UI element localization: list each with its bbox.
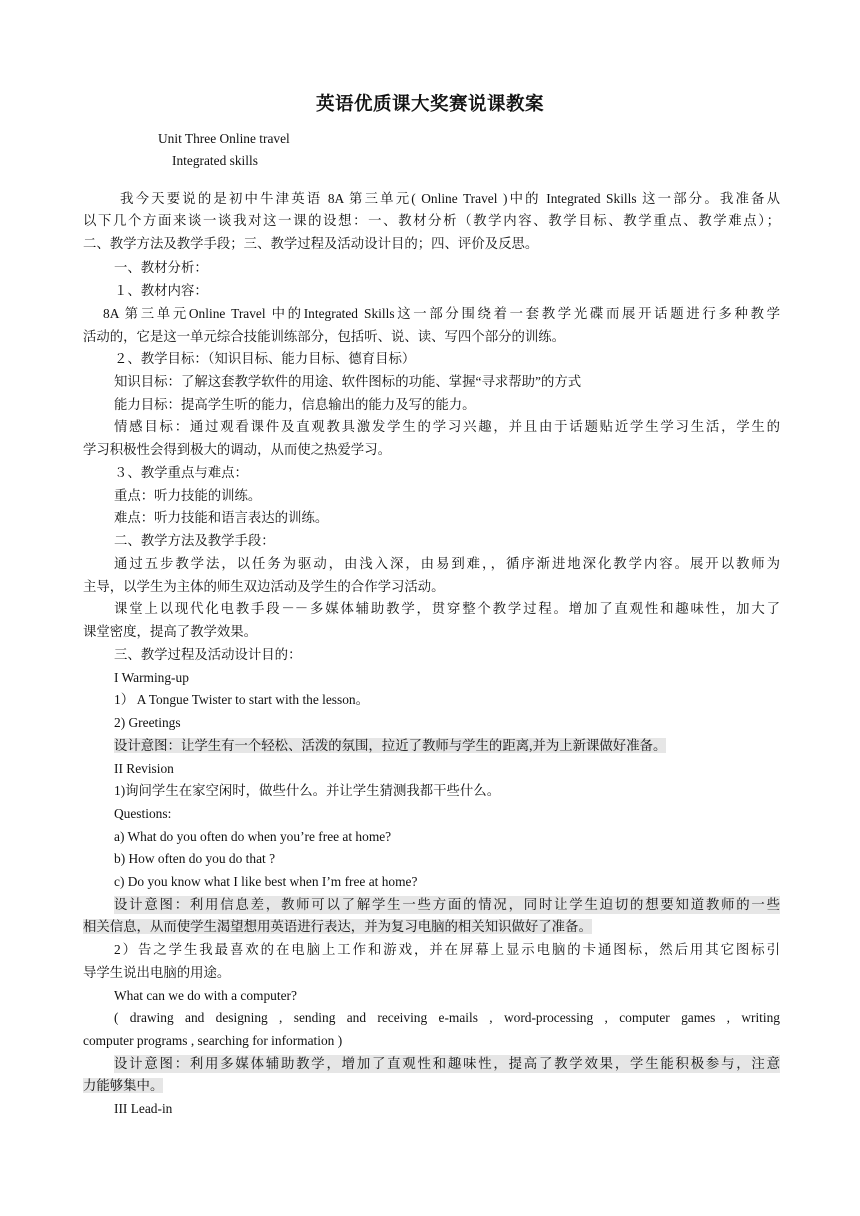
design-intent-line (83, 918, 592, 936)
design-intent-line: 设计意图：利用信息差，教师可以了解学生一些方面的情况，同时让学生迫切的想要知道教师的一些 (114, 897, 780, 912)
media-paragraph-line: 课堂密度，提高了教学效果。 (83, 624, 258, 639)
section-heading-1: 一、教材分析： (114, 260, 208, 275)
goal-emotion-line: 情感目标：通过观看课件及直观教具激发学生的学习兴趣，并且由于话题贴近学生学习生活，学生的 (114, 419, 780, 434)
highlighted-text: 设计意图：让学生有一个轻松、活泼的氛围，拉近了教师与学生的距离,并为上新课做好准备。 (114, 738, 667, 753)
question-item: c) Do you know what I like best when I’m free at home? (114, 874, 418, 889)
intro-paragraph-line: 以下几个方面来谈一谈我对这一课的设想：一、教材分析（教学内容、教学目标、教学重点、教学难点）； (83, 213, 780, 228)
highlighted-text: 相关信息，从而使学生渴望想用英语进行表达，并为复习电脑的相关知识做好了准备。 (83, 919, 592, 934)
step-heading: I Warming-up (114, 670, 189, 685)
step-item-line: 导学生说出电脑的用途。 (83, 965, 231, 980)
method-paragraph-line: 通过五步教学法，以任务为驱动，由浅入深，由易到难，，循序渐进地深化教学内容。展开以教师为 (114, 556, 780, 571)
unit-heading: Unit Three Online travel (158, 131, 290, 146)
step-item: 1)询问学生在家空闲时，做些什么。并让学生猜测我都干些什么。 (114, 783, 501, 798)
section-heading-3: 三、教学过程及活动设计目的： (114, 647, 302, 662)
highlighted-text: 力能够集中。 (83, 1078, 164, 1093)
computer-question: What can we do with a computer? (114, 988, 297, 1003)
teaching-difficulty: 难点：听力技能和语言表达的训练。 (114, 510, 329, 525)
goal-knowledge: 知识目标：了解这套教学软件的用途、软件图标的功能、掌握“寻求帮助”的方式 (114, 374, 582, 389)
design-intent-line: 设计意图：利用多媒体辅助教学，增加了直观性和趣味性，提高了教学效果，学生能积极参与，注意 (114, 1056, 780, 1071)
intro-paragraph-line: 二、教学方法及教学手段；三、教学过程及活动设计目的；四、评价及反思。 (83, 236, 539, 251)
intro-paragraph-line: 我今天要说的是初中牛津英语 8A 第三单元( Online Travel )中的 Integrated Skills 这一部分。我准备从 (120, 191, 780, 206)
section-heading-2: 二、教学方法及教学手段： (114, 533, 275, 548)
answers-line: ( drawing and designing , sending and receiving e-mails , word-processing , computer games , writing (114, 1010, 780, 1025)
goal-ability: 能力目标：提高学生听的能力，信息输出的能力及写的能力。 (114, 397, 476, 412)
step-item: 2) Greetings (114, 715, 181, 730)
subunit-heading: Integrated skills (172, 153, 258, 168)
document-title: 英语优质课大奖赛说课教案 (315, 95, 544, 115)
subsection-heading: ３、教学重点与难点： (114, 465, 248, 480)
question-item: a) What do you often do when you’re free at home? (114, 829, 392, 844)
step-item-line: 2）告之学生我最喜欢的在电脑上工作和游戏，并在屏幕上显示电脑的卡通图标，然后用其它图标引 (114, 942, 780, 957)
questions-label: Questions: (114, 806, 172, 821)
content-paragraph-line: 活动的，它是这一单元综合技能训练部分，包括听、说、读、写四个部分的训练。 (83, 329, 566, 344)
step-item: 1） A Tongue Twister to start with the lesson。 (114, 692, 370, 707)
step-heading: II Revision (114, 761, 174, 776)
teaching-focus: 重点：听力技能的训练。 (114, 488, 262, 503)
question-item: b) How often do you do that ? (114, 851, 276, 866)
content-paragraph-line: 8A 第三单元Online Travel 中的Integrated Skills这一部分围绕着一套教学光碟而展开话题进行多种教学 (103, 306, 780, 321)
subsection-heading: １、教材内容： (114, 283, 208, 298)
method-paragraph-line: 主导，以学生为主体的师生双边活动及学生的合作学习活动。 (83, 579, 445, 594)
goal-emotion-line: 学习积极性会得到极大的调动，从而使之热爱学习。 (83, 442, 391, 457)
subsection-heading: ２、教学目标：（知识目标、能力目标、德育目标） (114, 351, 416, 366)
media-paragraph-line: 课堂上以现代化电教手段－－多媒体辅助教学，贯穿整个教学过程。增加了直观性和趣味性，加大了 (114, 601, 780, 616)
step-heading: III Lead-in (114, 1101, 173, 1116)
design-intent (114, 737, 666, 755)
design-intent-line (83, 1077, 163, 1095)
answers-line: computer programs , searching for information ) (83, 1033, 343, 1048)
